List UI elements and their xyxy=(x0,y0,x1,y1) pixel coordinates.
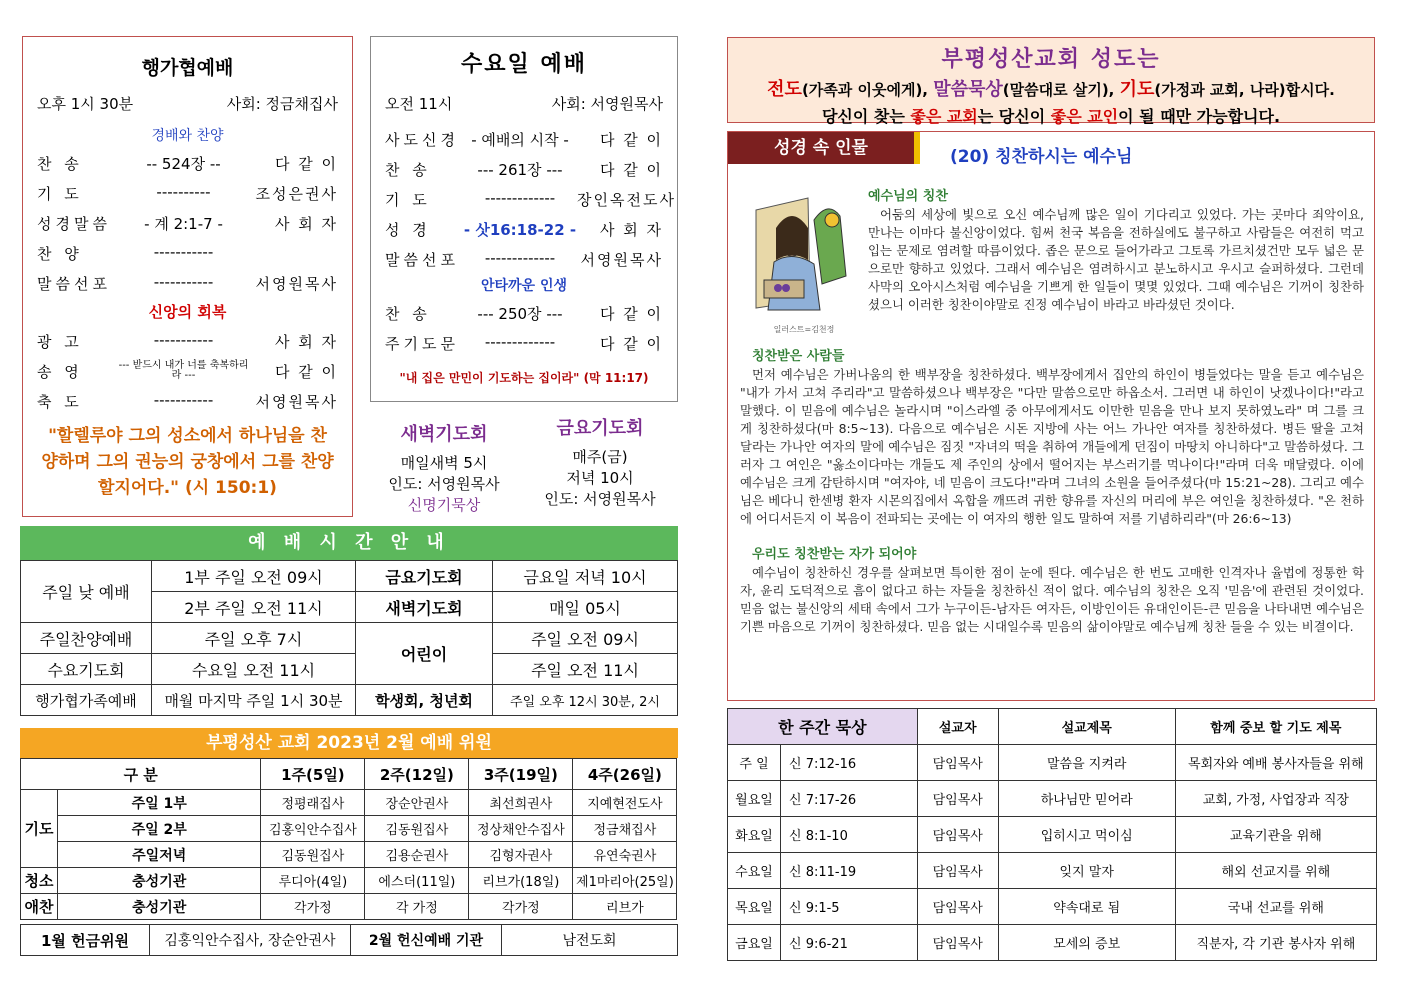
week-row xyxy=(728,853,1377,889)
week-cell: 모세의 증보 xyxy=(998,925,1175,961)
order-label: 송 영 xyxy=(37,363,83,381)
section-body: 예수님이 칭찬하신 경우를 살펴보면 특이한 점이 눈에 띈다. 예수님은 한 번도 고매한 인격자나 율법에 정통한 학자, 윤리 도덕적으로 흠이 없다고 하는 자들을 칭찬하신 적이 없다. 예수님의 칭찬은 오직 '믿음'에 관련된 것이었다. 믿음 없는 불신앙의 세태 속에서 그가 누구이든-남자든 여자든, 이방인이든 유대인이든-큰 믿음을 나타내면 예수님은 기쁜 마음으로 기꺼이 칭찬하셨다. 믿음 없는 시대일수록 믿음의 삶이야말로 예수님께 칭찬 들을 수 있는 비결이다. xyxy=(740,565,1364,634)
illustration-credit: 일러스트=김천정 xyxy=(773,325,835,334)
week-cell: 직분자, 각 기관 봉사자 위해 xyxy=(1175,925,1376,961)
duty-label: 주일 2부 xyxy=(58,816,261,842)
schedule-cell: 주일 오후 12시 30분, 2시 xyxy=(493,685,678,716)
order-row xyxy=(37,361,338,382)
duty-cell: 정금채집사 xyxy=(573,816,677,842)
schedule-cell: 2부 주일 오전 11시 xyxy=(152,592,356,623)
schedule-cell: 주일찬양예배 xyxy=(21,623,152,654)
duty-cell: 김동원집사 xyxy=(365,816,469,842)
schedule-cell: 주일 오전 09시 xyxy=(493,623,678,654)
order-row xyxy=(37,213,338,234)
order-detail: --- 261장 --- xyxy=(477,161,563,179)
duty-label: 충성기관 xyxy=(58,868,261,894)
wednesday-panel xyxy=(370,36,678,402)
week-header: 한 주간 묵상 xyxy=(728,709,918,745)
hanggahyeop-panel xyxy=(22,36,353,517)
week-cell: 월요일 xyxy=(728,781,781,817)
banner-line3 xyxy=(728,104,1374,127)
order-leader: 사 회 자 xyxy=(599,221,663,239)
duty-cell: 각가정 xyxy=(261,894,365,920)
schedule-cell: 어린이 xyxy=(356,623,493,685)
order-detail: --- 받드시 내가 너를 축복하리라 --- xyxy=(118,360,249,381)
order-detail: ----------- xyxy=(153,273,214,291)
duty-cell: 유연숙권사 xyxy=(573,842,677,868)
week-row xyxy=(728,889,1377,925)
order-label: 축 도 xyxy=(37,393,83,411)
order-detail: ------------- xyxy=(484,189,556,207)
order-leader: 다 같 이 xyxy=(599,335,663,353)
order-row xyxy=(37,183,338,204)
duty-cell: 최선희권사 xyxy=(469,790,573,816)
order-label: 찬 송 xyxy=(385,305,431,323)
order-leader: 서영원목사 xyxy=(255,275,338,293)
week-cell: 담임목사 xyxy=(917,853,998,889)
week-cell: 해외 선교지를 위해 xyxy=(1175,853,1376,889)
schedule-cell: 1부 주일 오전 09시 xyxy=(152,561,356,592)
article-section-1 xyxy=(868,182,1364,314)
week-cell: 교육기관을 위해 xyxy=(1175,817,1376,853)
schedule-cell: 학생회, 청년회 xyxy=(356,685,493,716)
order-leader: 서영원목사 xyxy=(255,393,338,411)
banner-text: (가정과 교회, 나라)합시다. xyxy=(1154,81,1335,99)
offering-label: 1월 헌금위원 xyxy=(21,925,150,956)
order-label: 사도신경 xyxy=(385,131,459,149)
banner-line2 xyxy=(728,75,1374,101)
article-section-2 xyxy=(740,342,1364,636)
schedule-cell: 금요일 저녁 10시 xyxy=(493,561,678,592)
order-detail: ----------- xyxy=(153,331,214,349)
order-label: 주기도문 xyxy=(385,335,459,353)
order-leader: 다 같 이 xyxy=(274,363,338,381)
friday-leader: 인도: 서영원목사 xyxy=(544,490,656,508)
week-cell: 하나님만 믿어라 xyxy=(998,781,1175,817)
closing-verse: "할렐루야 그의 성소에서 하나님을 찬양하며 그의 권능의 궁창에서 그를 찬양할지어다." (시 150:1) xyxy=(41,426,334,498)
order-leader: 조성은권사 xyxy=(255,185,338,203)
order-row xyxy=(385,249,663,270)
week-cell: 말씀을 지켜라 xyxy=(998,745,1175,781)
banner-text: (말씀대로 살기), xyxy=(1002,81,1120,99)
order-leader: 다 같 이 xyxy=(274,155,338,173)
order-detail: ----------- xyxy=(153,243,214,261)
offering-table xyxy=(20,924,678,956)
order-detail: - 삿16:18-22 - xyxy=(463,221,577,239)
order-label: 성 경 xyxy=(385,221,431,239)
schedule-cell: 수요일 오전 11시 xyxy=(152,654,356,685)
weekly-meditation-table xyxy=(727,708,1377,961)
order-leader: 다 같 이 xyxy=(599,131,663,149)
duty-cell: 에스더(11일) xyxy=(365,868,469,894)
duty-section xyxy=(20,728,678,956)
order-detail: ---------- xyxy=(156,183,211,201)
section-heading: 우리도 칭찬받는 자가 되어야 xyxy=(752,547,917,562)
duty-cell: 정평래집사 xyxy=(261,790,365,816)
duty-header: 구 분 xyxy=(21,759,261,790)
duty-header: 1주(5일) xyxy=(261,759,365,790)
order-detail: ------------- xyxy=(484,249,556,267)
sermon-title: 안타까운 인생 xyxy=(480,278,568,294)
banner-text: 이 될 때만 가능합니다. xyxy=(1118,107,1281,126)
week-row xyxy=(728,745,1377,781)
week-header: 설교제목 xyxy=(998,709,1175,745)
week-row xyxy=(728,925,1377,961)
order-label: 찬 송 xyxy=(37,155,83,173)
duty-cell: 각 가정 xyxy=(365,894,469,920)
friday-title: 금요기도회 xyxy=(556,418,644,439)
section-body: 먼저 예수님은 가버나움의 한 백부장을 칭찬하셨다. 백부장에게서 집안의 하인이 병들었다는 말을 듣고 예수님은 "내가 가서 고쳐 주리라"고 말씀하셨으나 백부장은 "다만 말씀으로만 하옵소서. 그러면 내 하인이 낫겠나이다!"라고 말했다. 이 믿음에 예수님은 놀라시며 "이스라엘 중 아무에게서도 이만한 믿음을 만나 보지 못하였노라" 며 그를 크게 칭찬하셨다(마 8:5~13). 다음으로 예수님은 시돈 지방에 사는 어느 가나안 여자를 칭찬하셨다. 병든 딸을 고쳐 달라는 가나안 여자의 말에 예수님은 짐짓 "자녀의 떡을 취하여 개들에게 던짐이 마땅치 아니하다"고 말씀하셨다. 그러자 그 여인은 "옳소이다마는 개들도 제 주인의 상에서 떨어지는 부스러기를 먹나이다!"라며 더욱 매달렸다. 이에 예수님은 크게 감탄하시며 "여자야, 네 믿음이 크도다!"라며 그녀의 소원을 들어주셨다(마 15:21~28). 그리고 예수님은 베다니 한센병 환자 시몬의집에서 옥합을 깨뜨려 귀한 향유를 자신의 머리에 부은 여인을 칭찬하셨다. "온 천하에 어디서든지 이 복음이 전파되는 곳에는 이 여자의 행한 일도 말하여 저를 기념하리라"(마 26:6~13) xyxy=(740,367,1364,526)
week-cell: 교회, 가정, 사업장과 직장 xyxy=(1175,781,1376,817)
week-row xyxy=(728,817,1377,853)
schedule-cell: 주일 낮 예배 xyxy=(21,561,152,623)
panel-title: 행가협예배 xyxy=(141,57,234,79)
duty-cell: 김형자권사 xyxy=(469,842,573,868)
order-leader xyxy=(252,243,338,264)
duty-group: 애찬 xyxy=(21,894,58,920)
schedule-cell: 새벽기도회 xyxy=(356,592,493,623)
offering-members: 김홍익안수집사, 장순안권사 xyxy=(150,925,351,956)
order-label: 찬 양 xyxy=(37,245,83,263)
week-cell: 담임목사 xyxy=(917,745,998,781)
week-cell: 담임목사 xyxy=(917,781,998,817)
schedule-cell: 주일 오후 7시 xyxy=(152,623,356,654)
order-detail: --- 250장 --- xyxy=(477,305,563,323)
week-cell: 신 9:6-21 xyxy=(781,925,918,961)
schedule-cell: 매일 05시 xyxy=(493,592,678,623)
banner-keyword: 좋은 교회 xyxy=(910,107,978,126)
order-leader: 장인옥전도사 xyxy=(577,191,676,209)
week-cell: 신 8:1-10 xyxy=(781,817,918,853)
schedule-cell: 금요기도회 xyxy=(356,561,493,592)
week-header: 설교자 xyxy=(917,709,998,745)
week-cell: 신 8:11-19 xyxy=(781,853,918,889)
service-time: 오전 11시 xyxy=(385,95,453,113)
jesus-illustration xyxy=(748,180,860,334)
banner-keyword: 기도 xyxy=(1119,79,1155,100)
order-row xyxy=(37,391,338,412)
friday-time: 저녁 10시 xyxy=(566,469,634,487)
order-detail: ----------- xyxy=(153,391,214,409)
week-header: 함께 중보 할 기도 제목 xyxy=(1175,709,1376,745)
offering-label: 2월 헌신예배 기관 xyxy=(351,925,502,956)
order-row xyxy=(37,243,338,264)
duty-label: 주일 1부 xyxy=(58,790,261,816)
order-row xyxy=(37,331,338,352)
section-heading: 칭찬받은 사람들 xyxy=(752,349,845,364)
week-cell: 입히시고 먹이심 xyxy=(998,817,1175,853)
week-cell: 목회자와 예배 봉사자들을 위해 xyxy=(1175,745,1376,781)
schedule-section xyxy=(20,526,678,716)
duty-cell: 리브가(18일) xyxy=(469,868,573,894)
dawn-leader: 인도: 서영원목사 xyxy=(388,475,500,493)
duty-cell: 제1마리아(25일) xyxy=(573,868,677,894)
duty-cell: 리브가 xyxy=(573,894,677,920)
section-heading: 예수님의 칭찬 xyxy=(868,189,948,204)
duty-cell: 정상채안수집사 xyxy=(469,816,573,842)
order-row xyxy=(385,189,676,210)
week-cell: 약속대로 됨 xyxy=(998,889,1175,925)
order-row xyxy=(385,303,663,324)
schedule-title: 예 배 시 간 안 내 xyxy=(20,526,678,560)
order-detail: - 계 2:1-7 - xyxy=(144,215,223,233)
order-detail: -- 524장 -- xyxy=(146,155,221,173)
order-label: 광 고 xyxy=(37,333,83,351)
duty-cell: 김홍익안수집사 xyxy=(261,816,365,842)
week-cell: 담임목사 xyxy=(917,925,998,961)
section-heading: 경배와 찬양 xyxy=(151,128,224,144)
banner-title: 부평성산교회 성도는 xyxy=(941,47,1161,72)
banner-text: (가족과 이웃에게), xyxy=(801,81,934,99)
order-leader: 사 회 자 xyxy=(274,333,338,351)
order-leader: 서영원목사 xyxy=(580,251,663,269)
week-cell: 신 7:12-16 xyxy=(781,745,918,781)
order-row xyxy=(385,333,663,354)
order-label: 찬 송 xyxy=(385,161,431,179)
order-label: 기 도 xyxy=(385,191,431,209)
panel-title: 수요일 예배 xyxy=(461,52,587,77)
week-cell: 담임목사 xyxy=(917,889,998,925)
schedule-cell: 수요기도회 xyxy=(21,654,152,685)
dawn-time: 매일새벽 5시 xyxy=(400,454,488,472)
week-row xyxy=(728,781,1377,817)
duty-group: 청소 xyxy=(21,868,58,894)
order-row xyxy=(385,159,663,180)
article-title: (20) 칭찬하시는 예수님 xyxy=(950,147,1133,167)
duty-cell: 루디아(4일) xyxy=(261,868,365,894)
dawn-title: 새벽기도회 xyxy=(400,424,488,445)
offering-group: 남전도회 xyxy=(502,925,678,956)
week-cell: 담임목사 xyxy=(917,817,998,853)
week-cell: 신 7:17-26 xyxy=(781,781,918,817)
article-panel xyxy=(727,131,1375,701)
order-label: 말씀선포 xyxy=(37,275,111,293)
duty-title: 부평성산 교회 2023년 2월 예배 위원 xyxy=(20,728,678,758)
banner-keyword: 전도 xyxy=(767,79,802,100)
order-leader: 다 같 이 xyxy=(599,305,663,323)
banner-keyword: 말씀묵상 xyxy=(933,79,1003,100)
duty-label: 충성기관 xyxy=(58,894,261,920)
duty-cell: 각가정 xyxy=(469,894,573,920)
duty-label: 주일저녁 xyxy=(58,842,261,868)
duty-cell: 김용순권사 xyxy=(365,842,469,868)
order-detail: ------------- xyxy=(484,333,556,351)
dawn-prayer-box xyxy=(370,420,518,515)
banner-text: 당신이 찾는 xyxy=(821,107,911,126)
duty-header: 4주(26일) xyxy=(573,759,677,790)
schedule-cell: 매월 마지막 주일 1시 30분 xyxy=(152,685,356,716)
duty-table xyxy=(20,758,678,920)
week-cell: 주 일 xyxy=(728,745,781,781)
church-banner xyxy=(727,37,1375,126)
duty-cell: 김동원집사 xyxy=(261,842,365,868)
section-heading: 신앙의 회복 xyxy=(148,303,227,321)
duty-cell: 지예현전도사 xyxy=(573,790,677,816)
week-cell: 목요일 xyxy=(728,889,781,925)
week-cell: 국내 선교를 위해 xyxy=(1175,889,1376,925)
service-host: 사회: 정금채집사 xyxy=(226,95,338,113)
section-body: 어둠의 세상에 빛으로 오신 예수님께 많은 일이 기다리고 있었다. 가는 곳마다 죄악이요, 만나는 이마다 불신앙이었다. 힘써 천국 복음을 전하실에도 불구하고 사람들은 여전히 먹고 입는 문제로 염려할 따름이었다. 좁은 문으로 들어가라고 그토록 가르치셨건만 모두 넓은 문으로만 향하고 있었다. 그래서 예수님은 염려하시고 분노하시고 우시고 슬퍼하셨다. 그런데 사막의 오아시스처럼 예수님을 기쁘게 한 일들이 몇몇 있었다. 그때 예수님은 기꺼이 칭찬하셨으니 이러한 칭찬이야말로 진정 예수님이 바라고 바라셨던 것이다. xyxy=(868,207,1364,312)
week-cell: 수요일 xyxy=(728,853,781,889)
order-leader: 사 회 자 xyxy=(274,215,338,233)
week-cell: 화요일 xyxy=(728,817,781,853)
order-label: 성경말씀 xyxy=(37,215,111,233)
schedule-cell: 행가협가족예배 xyxy=(21,685,152,716)
order-row xyxy=(37,153,338,174)
article-tab: 성경 속 인물 xyxy=(728,132,920,164)
service-host: 사회: 서영원목사 xyxy=(551,95,663,113)
order-leader: 다 같 이 xyxy=(599,161,663,179)
duty-group: 기도 xyxy=(21,790,58,868)
order-row xyxy=(37,273,338,294)
schedule-cell: 주일 오전 11시 xyxy=(493,654,678,685)
service-time: 오후 1시 30분 xyxy=(37,95,134,113)
order-detail: - 예배의 시작 - xyxy=(471,131,569,149)
order-label: 기 도 xyxy=(37,185,83,203)
duty-header: 2주(12일) xyxy=(365,759,469,790)
dawn-topic: 신명기묵상 xyxy=(407,496,481,514)
duty-cell: 장순안권사 xyxy=(365,790,469,816)
friday-day: 매주(금) xyxy=(572,448,628,466)
duty-header: 3주(19일) xyxy=(469,759,573,790)
schedule-table xyxy=(20,560,678,716)
banner-text: 는 당신이 xyxy=(977,107,1051,126)
banner-keyword: 좋은 교인 xyxy=(1050,107,1119,126)
order-row xyxy=(385,129,663,150)
closing-verse: "내 집은 만민이 기도하는 집이라" (막 11:17) xyxy=(399,371,649,385)
week-cell: 신 9:1-5 xyxy=(781,889,918,925)
friday-prayer-box xyxy=(525,414,675,509)
order-row xyxy=(385,219,663,240)
week-cell: 금요일 xyxy=(728,925,781,961)
order-label: 말씀선포 xyxy=(385,251,459,269)
week-cell: 잊지 말자 xyxy=(998,853,1175,889)
